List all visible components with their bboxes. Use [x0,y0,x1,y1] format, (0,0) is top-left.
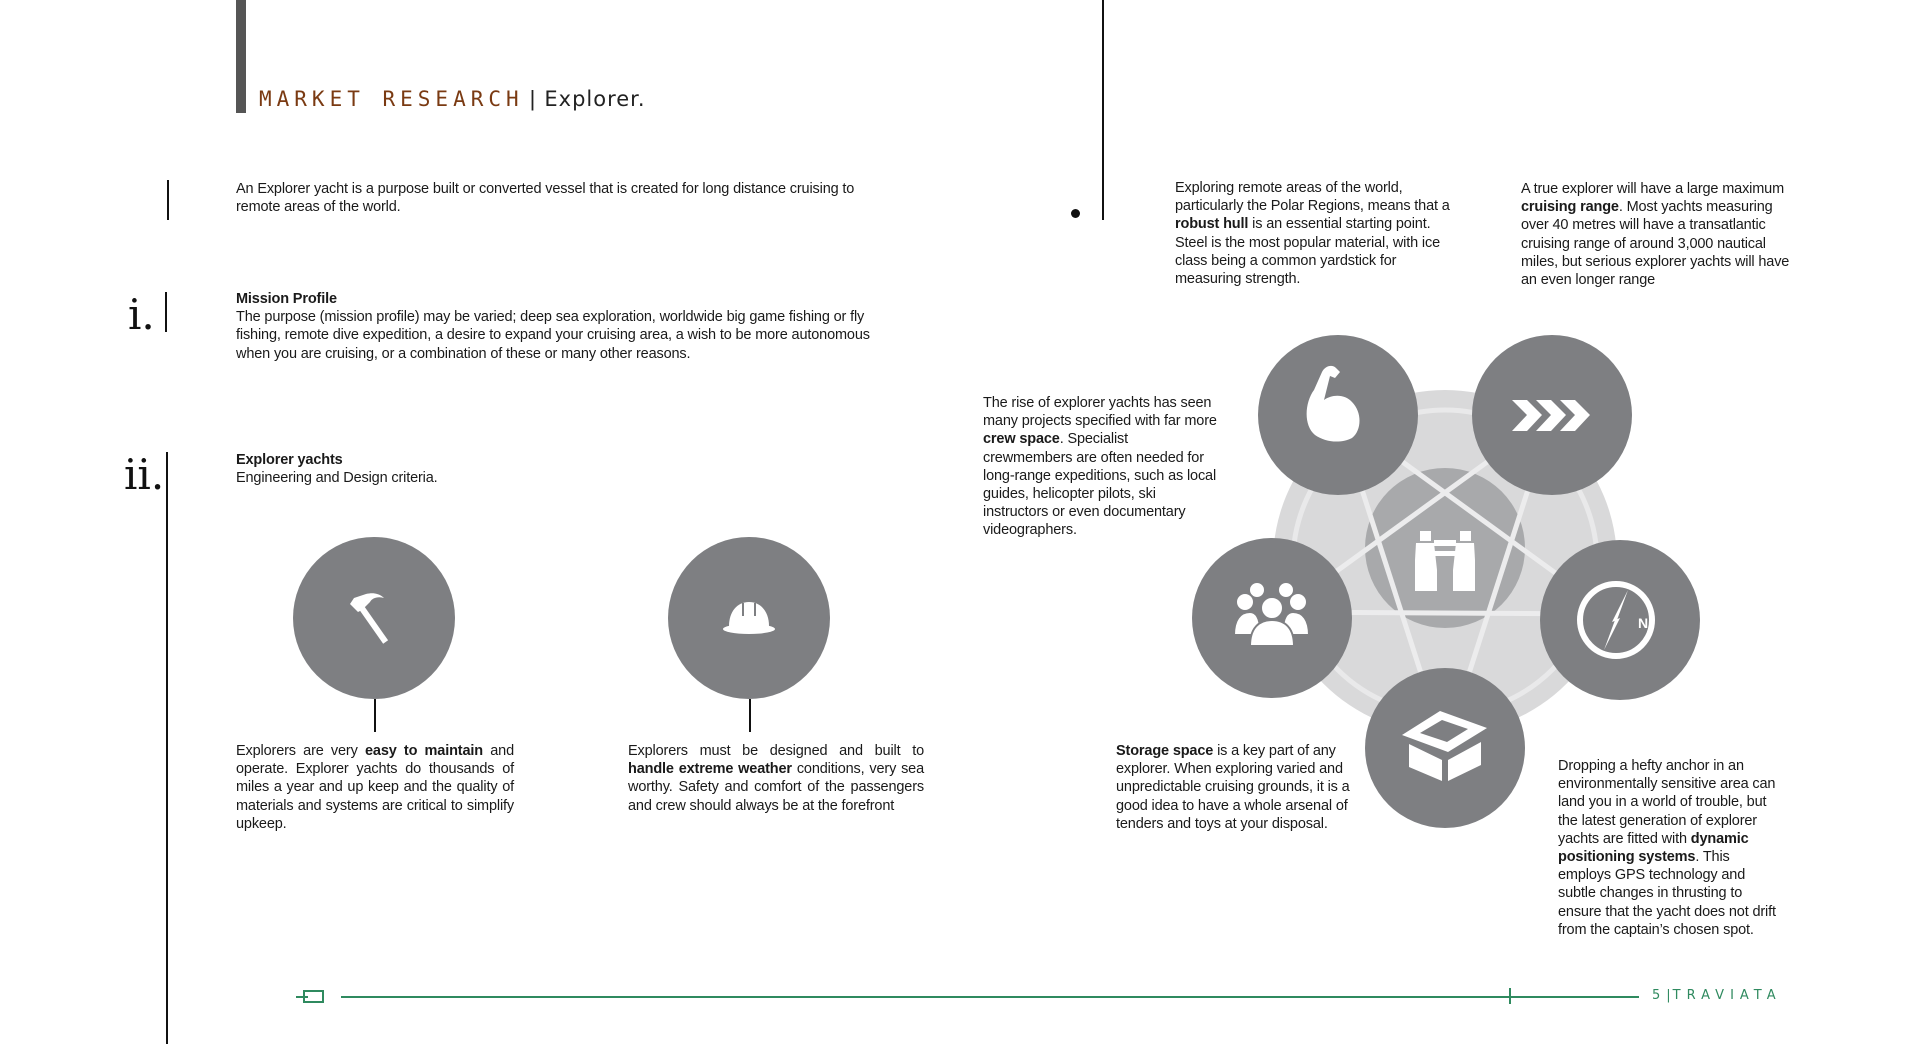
footer-separator: | [1666,988,1673,1003]
page-title-main: MARKET RESEARCH [259,87,524,111]
right-page-divider-line [1102,0,1104,220]
dynamic-positioning-node [1540,540,1700,700]
positioning-text-bold: dynamic positioning systems [1558,830,1749,866]
maintenance-paragraph [236,742,514,833]
weather-paragraph [628,742,924,815]
range-text-pre: A true explorer will have a large maximum [1521,181,1785,197]
compass-north-label: N [1638,615,1649,631]
storage-text-post: is a key part of any explorer. When exploring varied and unpredictable cruising grounds, it is a good idea to have a whole arsenal of tenders and toys at your disposal. [1116,743,1350,832]
explorer-yachts-block [236,451,636,487]
range-text-bold: cruising range [1521,199,1619,216]
weather-text-post: conditions, very sea worthy. Safety and comfort of the passengers and crew should always be at the forefront [628,761,924,814]
header-accent-bar [236,0,246,113]
maintenance-circle [293,537,455,699]
explorer-features-wheel [1100,300,1800,860]
hull-text-pre: Exploring remote areas of the world, particularly the Polar Regions, means that a [1175,180,1450,215]
brand-name: TRAVIATA [1672,988,1782,1003]
maintenance-text-pre: Explorers are very [236,743,365,759]
hull-text-post: is an essential starting point. Steel is the most popular material, with ice class being a common yardstick for measuring strength. [1175,216,1440,288]
section-i-marker-line [165,292,167,332]
storage-text-bold: Storage space [1116,743,1214,759]
footer-brand [1652,988,1782,1003]
weather-connector [749,699,751,732]
mission-profile-heading: Mission Profile [236,291,337,307]
section-numeral-i: i. [128,290,155,339]
maintenance-text-post: and operate. Explorer yachts do thousands of miles a year and up keep and the quality of materials and systems are critical to simplify upkeep. [236,743,514,832]
page-title [259,86,646,112]
mission-profile-body: The purpose (mission profile) may be varied; deep sea exploration, worldwide big game fishing or fly fishing, remote dive expedition, a desire to expand your cruising area, a wish to be more autonomous when you are cruising, or a combination of these or many other reasons. [236,309,870,362]
divider-dot [1071,209,1080,218]
explorer-yachts-heading: Explorer yachts [236,452,343,468]
section-ii-marker-line [166,452,168,1044]
intro-marker-line [167,180,169,220]
positioning-text-pre: Dropping a hefty anchor in an environmentally sensitive area can land you in a world of trouble, but the latest generation of explorer yachts are fitted with [1558,758,1776,847]
mission-profile-block [236,290,896,363]
range-text-post: . Most yachts measuring over 40 metres will have a transatlantic cruising range of around 3,000 nautical miles, but serious explorer yachts will have an even longer range [1521,199,1790,289]
crew-text-pre: The rise of explorer yachts has seen many projects specified with far more [983,395,1217,430]
robust-hull-paragraph [1175,179,1450,288]
cruising-range-paragraph [1521,180,1791,289]
crew-text-post: . Specialist crewmembers are often needed for long-range expeditions, such as local guides, helicopter pilots, ski instructors or even documentary videographers. [983,431,1217,539]
page-number: 5 [1652,988,1667,1003]
hull-text-bold: robust hull [1175,216,1249,233]
page-title-separator: | [529,86,537,111]
weather-circle [668,537,830,699]
page-title-sub: Explorer. [544,87,646,111]
maintenance-connector [374,699,376,732]
footer-rule [341,996,1639,998]
intro-paragraph: An Explorer yacht is a purpose built or converted vessel that is created for long distance cruising to remote areas of the world. [236,181,855,216]
weather-text-pre: Explorers must be designed and built to [628,743,924,759]
explorer-yachts-body: Engineering and Design criteria. [236,470,438,487]
positioning-text-post: . This employs GPS technology and subtle changes in thrusting to ensure that the yacht does not drift from the captain’s chosen spot. [1558,849,1776,938]
footer-rule-tick [1509,988,1511,1004]
crew-text-bold: crew space [983,431,1060,448]
hammer-icon [344,588,404,648]
maintenance-text-bold: easy to maintain [364,743,483,759]
weather-text-bold: handle extreme weather [628,761,792,778]
section-numeral-ii: ii. [124,450,165,499]
hard-hat-icon [721,598,777,638]
footer-icon-tick [296,996,308,998]
